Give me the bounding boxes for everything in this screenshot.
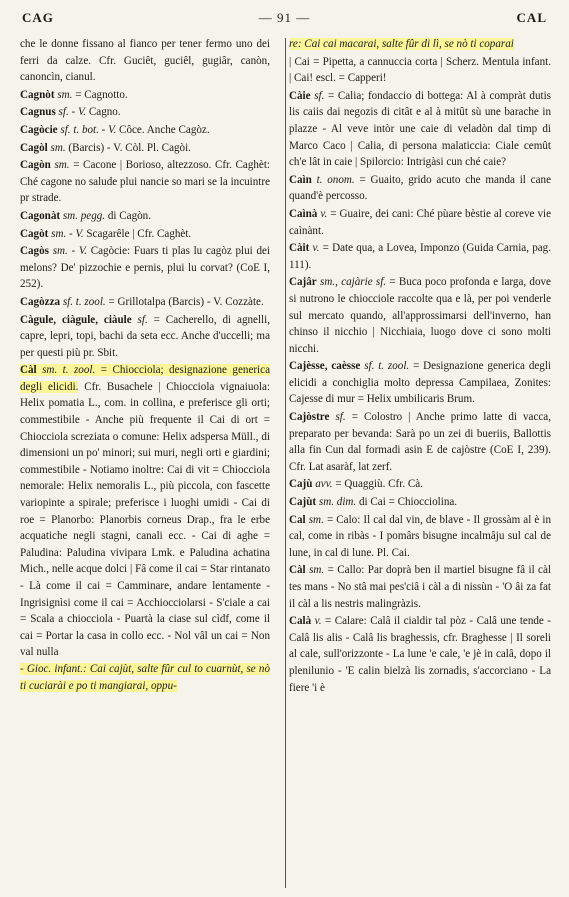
grammar-label: sm. dim.: [318, 496, 357, 509]
headword: Càgule, ciàgule, ciàule: [20, 313, 132, 326]
grammar-label: sf. t. bot. - V.: [60, 123, 117, 136]
grammar-label: v.: [320, 207, 328, 220]
dictionary-entry: [289, 613, 551, 696]
headword: Càl: [20, 364, 37, 377]
grammar-label: v.: [314, 615, 322, 628]
dictionary-entry: [20, 87, 270, 104]
headword: Cal: [289, 513, 306, 526]
definition-text: = Cacone | Borioso, altezzoso. Cfr. Caghèt: Ché cagone no salude plui nancie so mari se la incuintre pr strade.: [20, 159, 271, 205]
highlighted-example: re: Cai cai macarai, salte fûr di lì, se nò ti coparai: [289, 38, 514, 50]
grammar-label: avv.: [315, 478, 333, 491]
dictionary-entry: [289, 172, 551, 205]
headword: Cagnòt: [20, 88, 55, 101]
dictionary-entry: [289, 54, 551, 87]
definition-text: = Designazione generica degli elicidi a conchiglia molto depressa Campilaea, Zonites: Cajesse di mur = Helix umbilicaris Brum.: [289, 360, 552, 406]
definition-text: = Guaito, grido acuto che manda il cane quand'è percosso.: [289, 173, 551, 203]
grammar-label: sm. - V.: [52, 245, 87, 258]
continued-text: che le donne fissano al fianco per tener fermo uno dei ferri da calze. Cfr. Guciêt, guciêl, gugiâr, canòn, canoncìn, cianul.: [20, 38, 270, 84]
grammar-label: sm.: [57, 88, 73, 101]
page-header: [0, 6, 569, 26]
definition-text: = Cagnotto.: [75, 88, 128, 101]
grammar-label: t. onom.: [316, 173, 355, 186]
grammar-label: sm.: [50, 141, 66, 154]
definition-text: = Quaggiù. Cfr. Cà.: [335, 478, 423, 491]
dictionary-entry: [289, 358, 551, 408]
grammar-label: sm. pegg.: [62, 209, 106, 222]
dictionary-entry: [20, 157, 270, 207]
headword: Caìn: [289, 173, 312, 186]
highlighted-definition: = Chiocciola; designazione generica degli elicidi.: [20, 364, 270, 393]
page-number: — 91 —: [258, 10, 311, 25]
headword: Cagòcie: [20, 123, 58, 136]
dictionary-entry: [289, 476, 551, 493]
definition-text: = Calo: Il cal dal vin, de blave - Il grossàm al è in cal, come in ribàs - I pomârs bisugne incalmâju sul cal de lune, in cal di lune. Pl. Cai.: [289, 513, 552, 559]
grammar-label: sf. t. zool.: [364, 360, 410, 373]
definition-text: di Cai = Chiocciolina.: [358, 496, 458, 509]
dictionary-entry: [289, 562, 551, 612]
dictionary-entry: [289, 409, 551, 475]
dictionary-entry: [20, 140, 270, 157]
dictionary-entry: [20, 104, 270, 121]
headword: Cagòt: [20, 227, 49, 240]
dictionary-entry: [20, 362, 270, 661]
headword: Caìnà: [289, 207, 318, 220]
definition-text: = Guaire, dei cani: Ché pùare bèstie al coreve vie caìnànt.: [289, 207, 551, 237]
definition-text: = Colostro | Anche primo latte di vacca, preparato per bevanda: Sarà po un zei di bueriis, Ballottis alla fin Cun dal formadi asin E de cajòstre (CoE I, 239). Cfr. Lat asaràf, lat zerf.: [289, 411, 552, 473]
definition-text: Cagòcie: Fuars ti plas lu cagòz plui dei melons? De' pizzochie e pernis, plui lu corvat? (CoE I, 252).: [20, 245, 270, 291]
headword: Cajâr: [289, 276, 317, 289]
grammar-label: sf.: [314, 89, 325, 102]
grammar-label: sf.: [335, 411, 346, 424]
dictionary-entry: [289, 512, 551, 562]
dictionary-entry: [20, 243, 270, 293]
headword: Cagòl: [20, 141, 48, 154]
left-column: [20, 36, 270, 695]
definition-text: = Buca poco profonda e larga, dove si nutrono le chiocciole raccolte qua e là, per poi venderle sul mercato quando, all'approssimarsi dell'inverno, han chinso il nicchio | Nicchiaia, luogo dove ci sono molti nicchi.: [289, 276, 551, 355]
definition-text: di Cagòn.: [107, 209, 151, 222]
grammar-label: sm.: [54, 159, 70, 172]
definition-text: = Grillotalpa (Barcis) - V. Cozzàte.: [108, 295, 264, 308]
headword: Cajùt: [289, 496, 317, 509]
dictionary-entry: [289, 88, 551, 171]
headword: Cajù: [289, 478, 313, 491]
headword: Cagonàt: [20, 209, 61, 222]
dictionary-entry: [20, 36, 270, 86]
dictionary-entry: [289, 206, 551, 239]
grammar-label: sm., cajàrie sf.: [320, 276, 387, 289]
definition-text: = Calia; fondaccio di bottega: Al à compràt dutis lis caiis dai negozis di citât e al à mitût sù une barache in plazze - Al veve intòr une caie di veladòn dal timp di Marco Caco | Calia, di persona malaticcia: Ciale cemût ch'e lât in caie | Spilorcio: Intrigàsi cun ché caie?: [289, 89, 551, 169]
dictionary-entry: [20, 208, 270, 225]
dictionary-entry: [20, 312, 270, 362]
headword: Cagòn: [20, 159, 51, 172]
grammar-label: v.: [312, 242, 320, 255]
highlighted-example: - Gioc. infant.: Cai cajùt, salte fûr cul to cuarnùt, se nò ti cuciarài e po ti mangiarai, oppu-: [20, 662, 270, 692]
grammar-label: sm.: [308, 513, 324, 526]
headword: Cagnus: [20, 106, 56, 119]
definition-text: = Calare: Calâ il cialdir tal pòz - Calâ une tende - Calâ lis alis - Calâ lis braghessis, cfr. Braghesse | Il soreli al cale, sull'orizzonte - La lune 'e cale, 'e jè in calâ, dopo il plenilunio - 'E calin bielzà lis zornadis, s'accorciano - La fiere 'i è: [289, 615, 551, 694]
dictionary-entry: [20, 661, 270, 694]
right-column: [289, 36, 551, 697]
dictionary-entry: [289, 240, 551, 273]
dictionary-entry: [289, 36, 551, 53]
definition-text: (Barcis) - V. Còl. Pl. Cagòi.: [68, 141, 191, 154]
grammar-label: sm. - V.: [51, 227, 84, 240]
headword: Cajòstre: [289, 411, 330, 424]
column-divider: [285, 38, 286, 888]
dictionary-entry: [20, 294, 270, 311]
dictionary-entry: [20, 122, 270, 139]
definition-text: = Cacherello, di agnelli, capre, lepri, topi, bachi da seta ecc. Anche d'uccelli; ma per questi più pr. Sbit.: [20, 313, 270, 359]
headword: Càl: [289, 564, 306, 577]
grammar-label: sm. t. zool.: [42, 364, 96, 377]
definition-text: = Callo: Par doprà ben il martiel bisugne fâ il càl tes mans - No stâ mai pes'ciâ i càl a di nissùn - 'O âi za fat il càl a lis nestris malingràzis.: [289, 564, 551, 610]
headword: Calà: [289, 615, 312, 628]
definition-text: Cagno.: [88, 106, 121, 119]
dictionary-entry: [289, 274, 551, 357]
headword: Cagòzza: [20, 295, 61, 308]
continued-text: | Cai = Pipetta, a cannuccia corta | Scherz. Mentula infant. | Cai! escl. = Capperi!: [289, 55, 551, 85]
header-right-guideword: CAL: [516, 10, 547, 25]
headword: Cagòs: [20, 245, 49, 258]
grammar-label: sf. - V.: [58, 106, 87, 119]
grammar-label: sf. t. zool.: [62, 295, 106, 308]
dictionary-entry: [289, 494, 551, 511]
definition-text: Scagarêle | Cfr. Caghèt.: [86, 227, 192, 240]
definition-text: Cfr. Busachele | Chiocciola vignaiuola: Helix pomatia L., com. in collina, e preferisce gli orti; commestibile - Anche più frequente il Cai di ort = Chiocciola screziata o comune: Helix adspersa Müll., di dimensioni un po' minori; sui muri, negli orti e giardini; commestibile - Notiamo inoltre: Cai di vit = Chiocciola nemorale: Helix nemoralis L., più piccola, con fascette variopinte a spirale; preferisce i luoghi umidi - Cai di roe = Planorbo: Planorbis corneus Drap., fra le erbe acquatiche negli stagni, canali ecc. - Cai di aghe = Paludina: Paludina vivipara Lmk. e Paludina achatina Mich., nelle acque dolci | Fâ come il cai = Star rintanato - Là come il cai = Camminare, andare lentamente - Ingrisignìsi come il cai = Acchiocciolarsi - S'ciale a cai = Scala a chiocciola - Puartà la ciase sul cìdf, come il cai = Portar la casa in collo ecc. - Nol vâl un cai = Non val nulla: [20, 380, 270, 659]
headword: Càie: [289, 89, 311, 102]
definition-text: Côce. Anche Cagòz.: [119, 123, 210, 136]
dictionary-entry: [20, 226, 270, 243]
header-left-guideword: CAG: [22, 10, 54, 25]
definition-text: = Date qua, a Lovea, Imponzo (Guida Carnia, pag. 111).: [289, 242, 551, 271]
headword: Cajèsse, caèsse: [289, 360, 361, 373]
grammar-label: sm.: [309, 564, 325, 577]
headword: Càit: [289, 242, 310, 255]
grammar-label: sf.: [137, 313, 148, 326]
